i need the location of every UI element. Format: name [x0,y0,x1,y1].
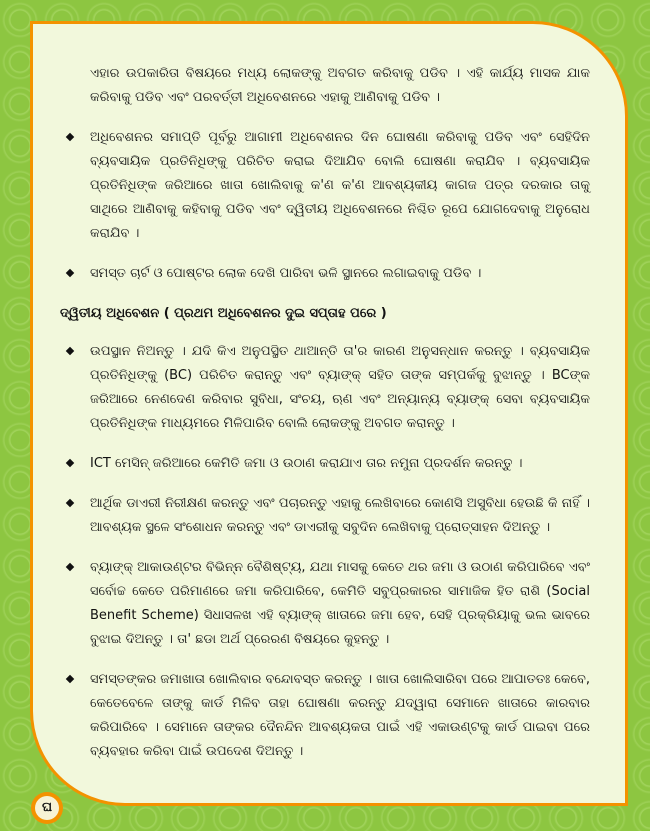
diamond-bullet-icon [66,133,74,141]
diamond-bullet-icon [66,269,74,277]
diamond-bullet-icon [66,347,74,355]
list-item-text: ଅଧିବେଶନର ସମାପ୍ତି ପୂର୍ବରୁ ଆଗାମୀ ଅଧିବେଶନର ଦିନ ଘୋଷଣା କରିବାକୁ ପଡିବ ଏବଂ ସେହିଦିନ ବ୍ୟବସାୟିକ ପ୍ରତିନିଧିଙ୍କୁ ପରିଚିତ କରାଇ ଦିଆଯିବ ବୋଲି ଘୋଷଣା କରାଯିବ । ବ୍ୟବସାୟିକ ପ୍ରତିନିଧିଙ୍କ ଜରିଆରେ ଖାତା ଖୋଲିବାକୁ କ'ଣ କ'ଣ ଆବଶ୍ୟକୀୟ କାଗଜ ପତ୍ର ଦରକାର ତାକୁ ସାଥିରେ ଆଣିବାକୁ କହିବାକୁ ପଡିବ ଏବଂ ଦ୍ୱିତୀୟ ଅଧିବେଶନରେ ନିଶ୍ଚିତ ରୂପେ ଯୋଗଦେବାକୁ ଅନୁରୋଧ କରାଯିବ । [90,130,590,241]
diamond-bullet-icon [66,675,74,683]
page-number: ଘ [35,796,59,820]
list-item-text: ICT ମେସିନ୍ ଜରିଆରେ କେମିତି ଜମା ଓ ଉଠାଣ କରାଯାଏ ତାର ନମୁନା ପ୍ରଦର୍ଶନ କରନ୍ତୁ । [90,456,523,471]
diamond-bullet-icon [66,499,74,507]
list-item [60,452,590,476]
intro-paragraph: ଏହାର ଉପକାରିତା ବିଷୟରେ ମଧ୍ୟ ଲୋକଙ୍କୁ ଅବଗତ କରିବାକୁ ପଡିବ । ଏହି କାର୍ଯ୍ୟ ମାସକ ଯାକ କରିବାକୁ ପଡିବ ଏବଂ ପରବର୍ତ୍ତୀ ଅଧିବେଶନରେ ଏହାକୁ ଆଣିବାକୁ ପଡିବ । [90,66,590,105]
section-heading: ଦ୍ୱିତୀୟ ଅଧିବେଶନ ( ପ୍ରଥମ ଅଧିବେଶନର ଦୁଇ ସପ୍ତାହ ପରେ ) [60,306,387,321]
list-item [60,492,590,540]
diamond-bullet-icon [66,459,74,467]
list-item-text: ଆର୍ଥିକ ଡାଏରୀ ନିରୀକ୍ଷଣ କରନ୍ତୁ ଏବଂ ପଚାରନ୍ତୁ ଏହାକୁ ଲେଖିବାରେ କୋଣସି ଅସୁବିଧା ହେଉଛି କି ନାହିଁ । ଆବଶ୍ୟକ ସ୍ଥଳେ ସଂଶୋଧନ କରନ୍ତୁ ଏବଂ ଡାଏରୀକୁ ସବୁଦିନ ଲେଖିବାକୁ ପ୍ରୋତ୍ସାହନ ଦିଅନ୍ତୁ । [90,496,590,535]
diamond-bullet-icon [66,563,74,571]
list-item [60,262,590,286]
page-number-badge [31,792,63,824]
list-item-text: ସମସ୍ତଙ୍କର ଜମାଖାତା ଖୋଲିବାର ବନ୍ଦୋବସ୍ତ କରନ୍ତୁ । ଖାତା ଖୋଲିସାରିବା ପରେ ଆପାତତଃ କେବେ, କେତେବେଳେ ତାଙ୍କୁ କାର୍ଡ ମିଳିବ ତାହା ଘୋଷଣା କରନ୍ତୁ ଯଦ୍ୱାରା ସେମାନେ ଖାତାରେ କାରବାର କରିପାରିବେ । ସେମାନେ ତାଙ୍କର ଦୈନନ୍ଦିନ ଆବଶ୍ୟକତା ପାଇଁ ଏହି ଏକାଉଣ୍ଟକୁ କାର୍ଡ ପାଇବା ପରେ ବ୍ୟବହାର କରିବା ପାଇଁ ଉପଦେଶ ଦିଅନ୍ତୁ । [90,672,590,759]
list-item-text: ବ୍ୟାଙ୍କ୍ ଆକାଉଣ୍ଟର ବିଭିନ୍ନ ବୈଶିଷ୍ଟ୍ୟ, ଯଥା ମାସକୁ କେତେ ଥର ଜମା ଓ ଉଠାଣ କରିପାରିବେ ଏବଂ ସର୍ବୋଚ୍ଚ କେତେ ପରିମାଣରେ ଜମା କରିପାରିବେ, କେମିତି ସବୁପ୍ରକାରର ସାମାଜିକ ହିତ ରାଶି (Social Benefit Scheme) ସିଧାସଳଖ ଏହି ବ୍ୟାଙ୍କ୍ ଖାତାରେ ଜମା ହେବ, ସେହି ପ୍ରକ୍ରିୟାକୁ ଭଲ ଭାବରେ ବୁଝାଇ ଦିଅନ୍ତୁ । ତା' ଛଡା ଅର୍ଥ ପ୍ରେରଣ ବିଷୟରେ କୁହନ୍ତୁ । [90,560,590,647]
list-item-text: ଉପସ୍ଥାନ ନିଅନ୍ତୁ । ଯଦି କିଏ ଅନୁପସ୍ଥିତ ଥାଆନ୍ତି ତା'ର କାରଣ ଅନୁସନ୍ଧାନ କରନ୍ତୁ । ବ୍ୟବସାୟିକ ପ୍ରତିନିଧିଙ୍କୁ (BC) ପରିଚିତ କରାନ୍ତୁ ଏବଂ ବ୍ୟାଙ୍କ୍ ସହିତ ତାଙ୍କ ସମ୍ପର୍କକୁ ବୁଝାନ୍ତୁ । BCଙ୍କ ଜରିଆରେ ନେଣଦେଣ କରିବାର ସୁବିଧା, ସଂଚୟ, ଋଣ ଏବଂ ଅନ୍ୟାନ୍ୟ ବ୍ୟାଙ୍କ୍ ସେବା ବ୍ୟବସାୟିକ ପ୍ରତିନିଧିଙ୍କ ମାଧ୍ୟମରେ ମିଳିପାରିବ ବୋଲି ଲୋକଙ୍କୁ ଅବଗତ କରାନ୍ତୁ । [90,344,590,431]
page-content [60,62,590,780]
list-item [60,126,590,246]
list-item [60,556,590,652]
list-item-text: ସମସ୍ତ ଚାର୍ଟ ଓ ପୋଷ୍ଟର ଲୋକ ଦେଖି ପାରିବା ଭଳି ସ୍ଥାନରେ ଲଗାଇବାକୁ ପଡିବ । [90,266,482,281]
list-item [60,340,590,436]
list-item [60,668,590,764]
